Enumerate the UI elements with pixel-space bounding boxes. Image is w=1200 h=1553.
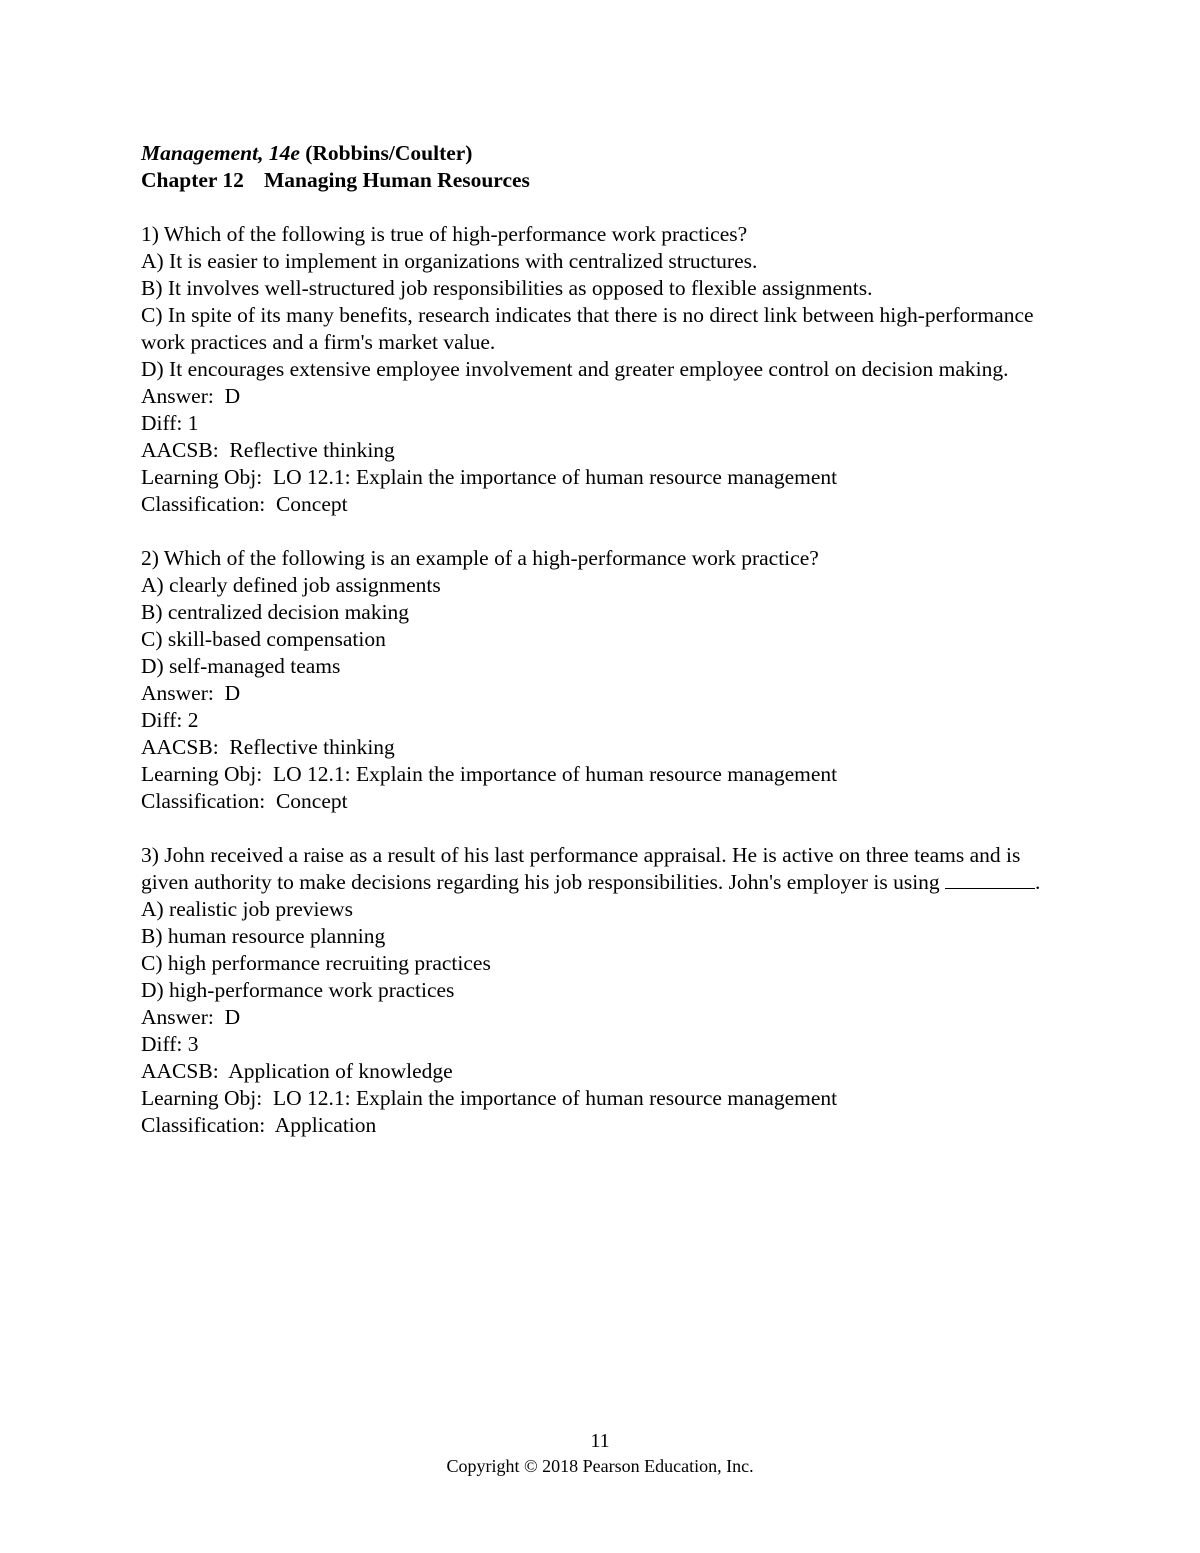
chapter-title: Managing Human Resources — [263, 168, 530, 192]
book-title: Management, 14e — [141, 141, 300, 165]
difficulty: Diff: 3 — [141, 1032, 199, 1056]
option-d: D) high-performance work practices — [141, 978, 455, 1002]
learning-objective: Learning Obj: LO 12.1: Explain the importance of human resource management — [141, 762, 838, 786]
option-c: C) high performance recruiting practices — [141, 951, 491, 975]
option-c: C) In spite of its many benefits, research indicates that there is no direct link between high-performance work practices and a firm's market value. — [141, 303, 1039, 354]
copyright-notice: Copyright © 2018 Pearson Education, Inc. — [446, 1456, 754, 1476]
classification: Classification: Concept — [141, 789, 348, 813]
classification: Classification: Application — [141, 1113, 377, 1137]
question-stem: 3) John received a raise as a result of his last performance appraisal. He is active on three teams and is given authority to make decisions regarding his job responsibilities. John's employer is using — [141, 843, 1021, 894]
answer: Answer: D — [141, 1005, 241, 1029]
question-stem-end: . — [1035, 870, 1041, 894]
book-title-line — [141, 140, 1071, 167]
learning-objective: Learning Obj: LO 12.1: Explain the importance of human resource management — [141, 465, 838, 489]
option-a: A) realistic job previews — [141, 897, 353, 921]
question-3 — [141, 842, 1071, 1139]
difficulty: Diff: 1 — [141, 411, 199, 435]
learning-objective: Learning Obj: LO 12.1: Explain the importance of human resource management — [141, 1086, 838, 1110]
document-body — [141, 140, 1071, 1139]
question-2 — [141, 545, 1071, 815]
aacsb: AACSB: Application of knowledge — [141, 1059, 453, 1083]
answer: Answer: D — [141, 384, 241, 408]
option-b: B) human resource planning — [141, 924, 386, 948]
aacsb: AACSB: Reflective thinking — [141, 735, 395, 759]
classification: Classification: Concept — [141, 492, 348, 516]
option-d: D) self-managed teams — [141, 654, 341, 678]
option-a: A) clearly defined job assignments — [141, 573, 441, 597]
option-c: C) skill-based compensation — [141, 627, 386, 651]
option-a: A) It is easier to implement in organizations with centralized structures. — [141, 249, 758, 273]
chapter-heading — [141, 167, 1071, 194]
option-b: B) It involves well-structured job responsibilities as opposed to flexible assignments. — [141, 276, 873, 300]
chapter-label: Chapter 12 — [141, 168, 244, 192]
answer: Answer: D — [141, 681, 241, 705]
book-authors: (Robbins/Coulter) — [305, 141, 473, 165]
page-number: 11 — [590, 1430, 610, 1452]
question-stem: 2) Which of the following is an example of a high-performance work practice? — [141, 546, 819, 570]
question-stem: 1) Which of the following is true of high-performance work practices? — [141, 222, 748, 246]
option-b: B) centralized decision making — [141, 600, 410, 624]
question-stem-container — [141, 842, 1071, 896]
difficulty: Diff: 2 — [141, 708, 199, 732]
option-d: D) It encourages extensive employee involvement and greater employee control on decision making. — [141, 357, 1009, 381]
aacsb: AACSB: Reflective thinking — [141, 438, 395, 462]
fill-in-blank — [945, 870, 1035, 889]
question-1 — [141, 221, 1071, 518]
